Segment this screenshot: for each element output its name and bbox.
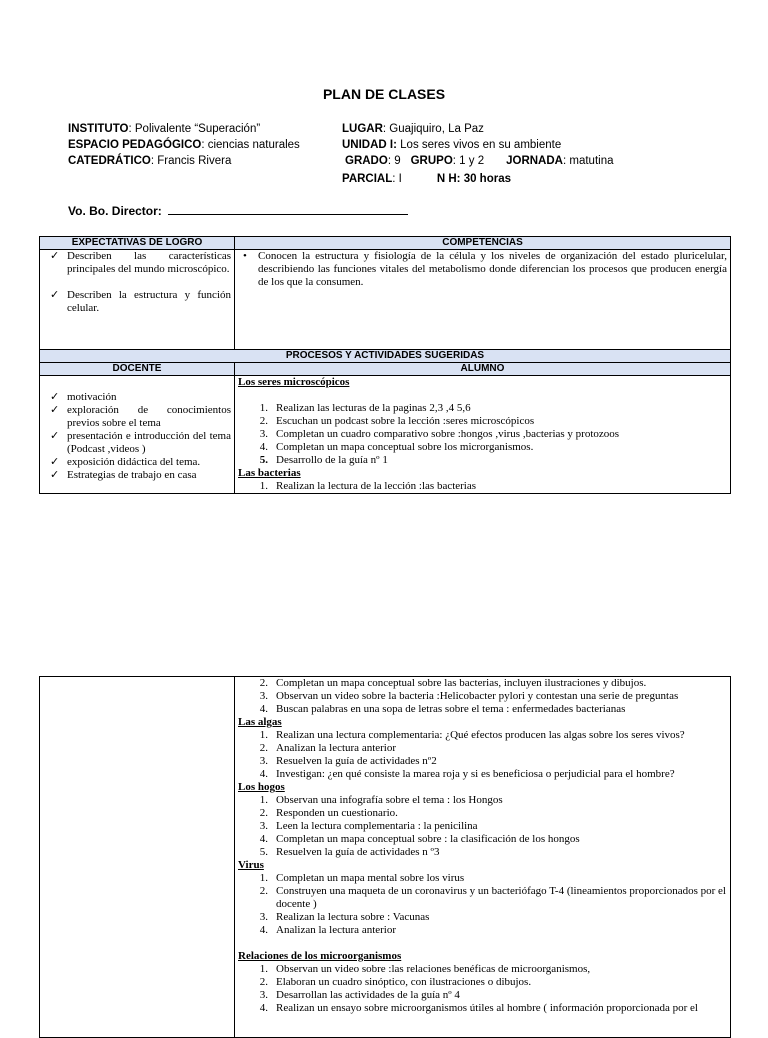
check-icon: ✓ (50, 404, 60, 416)
list-item: 4. Realizan un ensayo sobre microorganismos útiles al hombre ( información proporcionada por el (259, 1002, 698, 1014)
list-item: 4. Analizan la lectura anterior (259, 924, 397, 936)
docente-cell (40, 376, 235, 494)
docente-header: DOCENTE (40, 363, 235, 376)
section-title-seres-microscopicos: Los seres microscópicos (238, 376, 350, 388)
document-title: PLAN DE CLASES (322, 86, 446, 102)
docente-item: ✓ exploración de conocimientos previos sobre el tema (50, 404, 231, 429)
list-item: 1. Realizan las lecturas de la paginas 2,3 ,4 5,6 (259, 402, 471, 414)
unidad-line: UNIDAD I: Los seres vivos en su ambiente (342, 139, 562, 151)
list-item: 5. Desarrollo de la guía nº 1 (259, 454, 388, 466)
list-item: 3. Resuelven la guía de actividades nº2 (259, 755, 437, 767)
list-item: 4. Completan un mapa conceptual sobre : la clasificación de los hongos (259, 833, 580, 845)
list-item: 4. Investigan: ¿en qué consiste la marea roja y si es beneficiosa o perjudicial para el hombre? (259, 768, 675, 780)
check-icon: ✓ (50, 391, 60, 403)
vobo-director: Vo. Bo. Director: (68, 204, 408, 218)
list-item: 2. Construyen una maqueta de un coronavirus y un bacteriófago T-4 (lineamientos proporcionados por el docente ) (259, 885, 726, 910)
list-item: 1. Completan un mapa mental sobre los virus (259, 872, 465, 884)
section-title-relaciones: Relaciones de los microorganismos (238, 950, 402, 962)
list-item: 2. Escuchan un podcast sobre la lección :seres microscópicos (259, 415, 535, 427)
competencia-item: • Conocen la estructura y fisiología de la célula y los niveles de organización del estado pluricelular, describiendo las funciones vitales del metabolismo donde diferencian los procesos que producen energía de los que la consumen. (243, 250, 727, 288)
list-item: 3. Completan un cuadro comparativo sobre :hongos ,virus ,bacterias y protozoos (259, 428, 620, 440)
section-title-virus: Virus (238, 859, 264, 871)
check-icon: ✓ (50, 250, 60, 262)
alumno-header: ALUMNO (235, 363, 731, 376)
check-icon: ✓ (50, 430, 60, 442)
check-icon: ✓ (50, 469, 60, 481)
parcial-line: PARCIAL: I N H: 30 horas (342, 173, 511, 185)
expectativas-cell (40, 250, 235, 350)
plan-table (39, 236, 731, 494)
check-icon: ✓ (50, 456, 60, 468)
alumno-cell-continued (235, 677, 731, 1038)
signature-line (168, 204, 408, 215)
catedratico-line: CATEDRÁTICO: Francis Rivera (68, 155, 232, 167)
plan-table-continued (39, 676, 731, 1038)
expectativa-item: ✓ Describen la estructura y función celular. (50, 289, 231, 314)
list-item: 2. Elaboran un cuadro sinóptico, con ilustraciones o dibujos. (259, 976, 532, 988)
docente-item: ✓ motivación (50, 391, 117, 403)
bullet-icon: • (243, 250, 247, 262)
list-item: 3. Leen la lectura complementaria : la penicilina (259, 820, 478, 832)
list-item: 3. Observan un video sobre la bacteria :Helicobacter pylori y contestan una serie de preguntas (259, 690, 679, 702)
section-title-hongos: Los hogos (238, 781, 285, 793)
list-item: 2. Completan un mapa conceptual sobre las bacterias, incluyen ilustraciones y dibujos. (259, 677, 647, 689)
competencias-header: COMPETENCIAS (235, 237, 731, 250)
section-title-bacterias: Las bacterias (238, 467, 301, 479)
list-item: 1. Observan una infografía sobre el tema : los Hongos (259, 794, 503, 806)
list-item: 4. Buscan palabras en una sopa de letras sobre el tema : enfermedades bacterianas (259, 703, 626, 715)
espacio-line: ESPACIO PEDAGÓGICO: ciencias naturales (68, 139, 300, 151)
docente-item: ✓ presentación e introducción del tema (Podcast ,videos ) (50, 430, 231, 455)
competencias-cell (235, 250, 731, 350)
list-item: 2. Analizan la lectura anterior (259, 742, 397, 754)
instituto-line: INSTITUTO: Polivalente “Superación” (68, 123, 261, 135)
list-item: 1. Realizan una lectura complementaria: ¿Qué efectos producen las algas sobre los seres vivos? (259, 729, 685, 741)
docente-cell-continued (40, 677, 235, 1038)
docente-item: ✓ Estrategias de trabajo en casa (50, 469, 197, 481)
expectativas-header: EXPECTATIVAS DE LOGRO (40, 237, 235, 250)
list-item: 3. Desarrollan las actividades de la guía nº 4 (259, 989, 460, 1001)
list-item: 1. Realizan la lectura de la lección :las bacterias (259, 480, 477, 492)
expectativa-item: ✓ Describen las características principales del mundo microscópico. (50, 250, 231, 275)
check-icon: ✓ (50, 289, 60, 301)
docente-item: ✓ exposición didáctica del tema. (50, 456, 201, 468)
procesos-header: PROCESOS Y ACTIVIDADES SUGERIDAS (40, 350, 731, 363)
list-item: 2. Responden un cuestionario. (259, 807, 398, 819)
alumno-cell (235, 376, 731, 494)
lugar-line: LUGAR: Guajiquiro, La Paz (342, 123, 484, 135)
list-item: 5. Resuelven la guía de actividades n º3 (259, 846, 440, 858)
list-item: 3. Realizan la lectura sobre : Vacunas (259, 911, 430, 923)
grado-line: GRADO: 9 GRUPO: 1 y 2 JORNADA: matutina (345, 155, 614, 167)
list-item: 4. Completan un mapa conceptual sobre los microrganismos. (259, 441, 534, 453)
section-title-algas: Las algas (238, 716, 282, 728)
list-item: 1. Observan un video sobre :las relaciones benéficas de microorganismos, (259, 963, 591, 975)
